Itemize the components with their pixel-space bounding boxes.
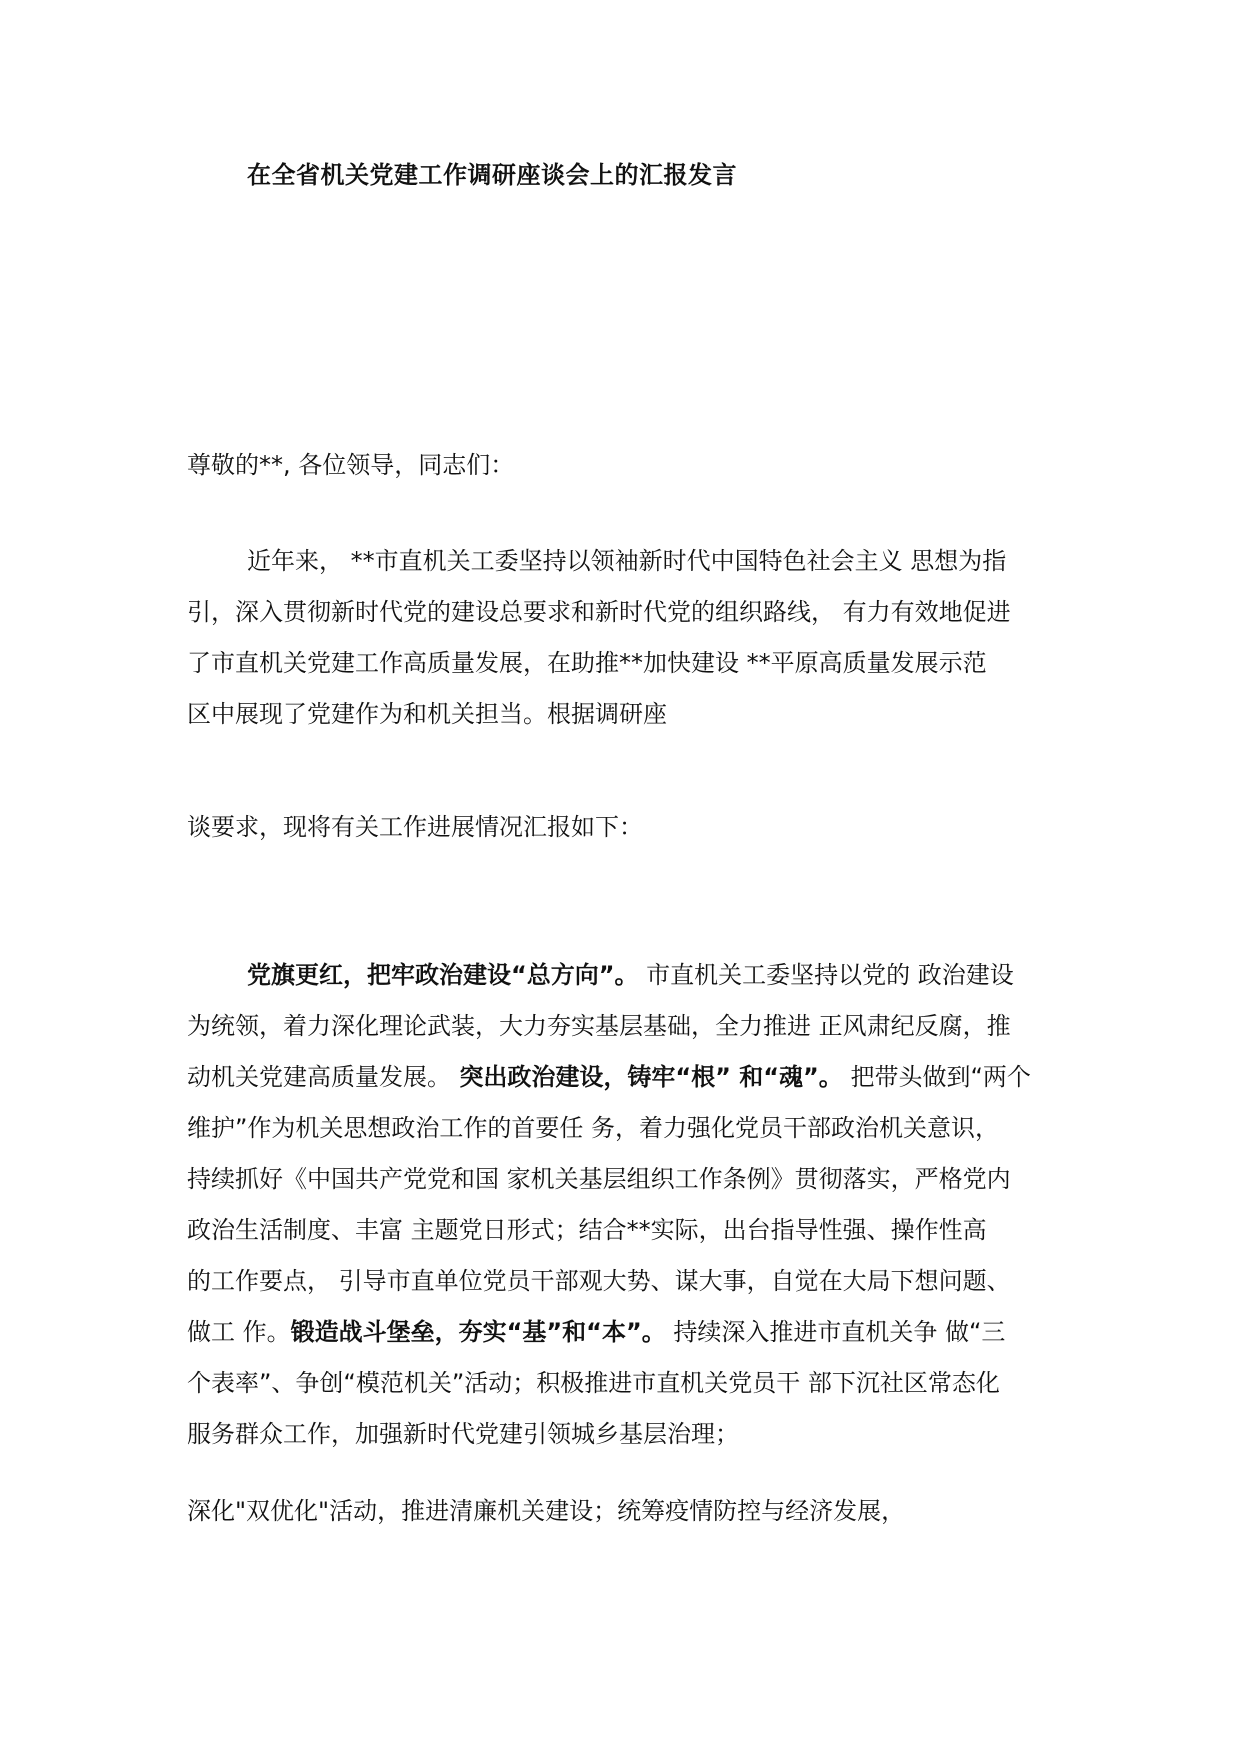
subheading-roots: 突出政治建设，铸牢“根” 和“魂”。 bbox=[451, 1063, 843, 1091]
paragraph-party-building-tail: 深化"双优化"活动，推进清廉机关建设；统筹疫情防控与经济发展， bbox=[187, 1497, 906, 1525]
paragraph-line: 个表率”、争创“模范机关”活动；积极推进市直机关党员干 部下沉社区常态化 bbox=[187, 1369, 1000, 1397]
line-text: 把带头做到“两个 bbox=[842, 1063, 1031, 1091]
paragraph-line: 服务群众工作，加强新时代党建引领城乡基层治理； bbox=[187, 1420, 739, 1448]
paragraph-line: 引，深入贯彻新时代党的建设总要求和新时代党的组织路线， 有力有效地促进 bbox=[187, 598, 1011, 626]
paragraph-line: 为统领，着力深化理论武装，大力夯实基层基础，全力推进 正风肃纪反腐，推 bbox=[187, 1012, 1011, 1040]
subheading-fortress: 锻造战斗堡垒，夯实“基”和“本”。 bbox=[290, 1318, 666, 1346]
line-text: 市直机关工委坚持以党的 政治建设 bbox=[638, 961, 1014, 989]
paragraph-line bbox=[187, 1052, 1067, 1103]
paragraph-line: 了市直机关党建工作高质量发展，在助推**加快建设 **平原高质量发展示范 bbox=[187, 649, 987, 677]
paragraph-party-building bbox=[187, 950, 1067, 1460]
paragraph-line: 的工作要点， 引导市直单位党员干部观大势、谋大事，自觉在大局下想问题、 bbox=[187, 1267, 1011, 1295]
document-title: 在全省机关党建工作调研座谈会上的汇报发言 bbox=[247, 161, 737, 189]
paragraph-line bbox=[187, 950, 1067, 1001]
line-text: 动机关党建高质量发展。 bbox=[187, 1063, 451, 1091]
paragraph-line bbox=[187, 1307, 1067, 1358]
paragraph-intro-tail: 谈要求，现将有关工作进展情况汇报如下： bbox=[187, 813, 643, 841]
line-text: 持续深入推进市直机关争 做“三 bbox=[665, 1318, 1006, 1346]
paragraph-line: 近年来， **市直机关工委坚持以领袖新时代中国特色社会主义 思想为指 bbox=[247, 547, 1007, 575]
paragraph-line: 政治生活制度、丰富 主题党日形式；结合**实际，出台指导性强、操作性高 bbox=[187, 1216, 987, 1244]
salutation: 尊敬的**, 各位领导，同志们： bbox=[187, 451, 515, 479]
paragraph-line: 维护”作为机关思想政治工作的首要任 务，着力强化党员干部政治机关意识， bbox=[187, 1114, 1000, 1142]
line-text: 做工 作。 bbox=[187, 1318, 291, 1346]
section-heading-political: 党旗更红，把牢政治建设“总方向”。 bbox=[247, 961, 639, 989]
paragraph-line: 持续抓好《中国共产党党和国 家机关基层组织工作条例》贯彻落实，严格党内 bbox=[187, 1165, 1011, 1193]
paragraph-intro bbox=[187, 536, 1067, 740]
paragraph-line: 区中展现了党建作为和机关担当。根据调研座 bbox=[187, 700, 667, 728]
